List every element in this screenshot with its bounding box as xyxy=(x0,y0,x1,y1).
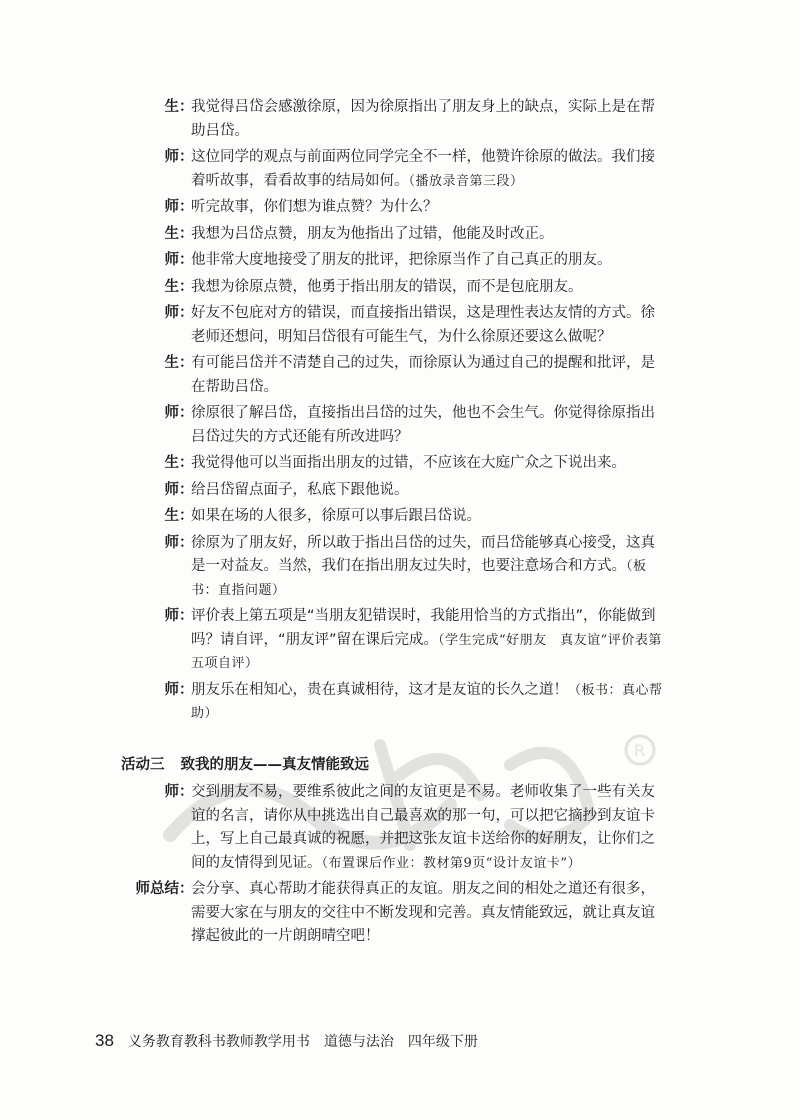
utterance-text: 交到朋友不易，要维系彼此之间的友谊更是不易。老师收集了一些有关友谊的名言，请你从中挑选出自己最喜欢的那一句，可以把它摘抄到友谊卡上，写上自己最真诚的祝愿，并把这张友谊卡送给你的好朋友，让你们之间的友情得到见证。 xyxy=(191,784,655,871)
utterance-text: 徐原为了朋友好，所以敢于指出吕岱的过失，而吕岱能够真心接受，这真是一对益友。当然，我们在指出朋友过失时，也要注意场合和方式。 xyxy=(191,534,655,574)
stage-direction: （学生完成“好朋友 真友谊”评价表第五项自评） xyxy=(191,632,662,671)
utterance xyxy=(191,479,668,503)
dialog-turn xyxy=(148,276,668,300)
svg-text:R: R xyxy=(634,741,646,760)
utterance-text: 给吕岱留点面子，私底下跟他说。 xyxy=(191,481,409,498)
dialog-turn xyxy=(148,505,668,529)
page-number: 38 xyxy=(95,1031,114,1050)
utterance-text: 我想为徐原点赞，他勇于指出朋友的错误，而不是包庇朋友。 xyxy=(191,278,583,295)
speaker-label: 师 xyxy=(164,252,179,268)
speaker-colon: ： xyxy=(179,99,194,115)
speaker-colon: ： xyxy=(179,278,194,295)
section-transcript xyxy=(135,781,668,949)
speaker-colon: ： xyxy=(179,149,194,165)
section-heading xyxy=(121,754,668,778)
dialog-turn xyxy=(148,452,668,476)
speaker-label: 师总结 xyxy=(135,881,179,897)
utterance-text: 评价表上第五项是“当朋友犯错误时，我能用恰当的方式指出”，你能做到吗？请自评，“朋友评”留在课后完成。 xyxy=(191,608,656,648)
dialog-turn xyxy=(148,96,668,143)
stage-direction: （播放录音第三段） xyxy=(408,173,524,189)
utterance xyxy=(191,196,668,220)
speaker-colon: ： xyxy=(179,881,194,897)
dialog-turn xyxy=(148,679,668,726)
utterance xyxy=(191,223,668,247)
utterance xyxy=(191,402,668,449)
utterance-text: 有可能吕岱并不清楚自己的过失，而徐原认为通过自己的提醒和批评，是在帮助吕岱。 xyxy=(191,355,655,395)
speaker-label: 师 xyxy=(164,481,179,498)
dialog-turn xyxy=(148,402,668,449)
dialog-turn xyxy=(148,196,668,220)
speaker-label: 师 xyxy=(164,608,179,624)
speaker-colon: ： xyxy=(179,784,194,800)
utterance-text: 徐原很了解吕岱，直接指出吕岱的过失，他也不会生气。你觉得徐原指出吕岱过失的方式还能有所改进吗？ xyxy=(191,405,655,445)
speaker-colon: ： xyxy=(179,681,194,698)
speaker-label: 师 xyxy=(164,405,179,421)
speaker-colon: ： xyxy=(179,355,194,371)
utterance xyxy=(191,276,668,300)
speaker-label: 生 xyxy=(164,508,179,524)
dialog-turn xyxy=(148,302,668,349)
utterance-text: 如果在场的人很多，徐原可以事后跟吕岱说。 xyxy=(191,508,481,524)
speaker-colon: ： xyxy=(179,199,194,215)
utterance-text: 听完故事，你们想为谁点赞？为什么？ xyxy=(191,199,438,215)
section-title: 致我的朋友——真友情能致远 xyxy=(180,756,369,773)
speaker-colon: ： xyxy=(179,252,194,268)
speaker-label: 生 xyxy=(164,355,179,371)
speaker-label: 师 xyxy=(164,149,179,165)
utterance xyxy=(191,679,668,726)
utterance xyxy=(191,96,668,143)
dialog-turn xyxy=(135,878,668,949)
utterance-text: 朋友乐在相知心，贵在真诚相待，这才是友谊的长久之道！ xyxy=(191,681,568,698)
speaker-label: 师 xyxy=(164,305,179,321)
speaker-label: 生 xyxy=(164,225,179,242)
utterance-text: 好友不包庇对方的错误，而直接指出错误，这是理性表达友情的方式。徐老师还想问，明知吕岱很有可能生气，为什么徐原还要这么做呢？ xyxy=(191,305,655,345)
utterance xyxy=(191,249,668,273)
grade-name: 四年级下册 xyxy=(407,1034,478,1050)
stage-direction: （板书：直指问题） xyxy=(191,559,647,598)
utterance-text: 会分享、真心帮助才能获得真正的友谊。朋友之间的相处之道还有很多，需要大家在与朋友的交往中不断发现和完善。真友情能致远，就让真友谊撑起彼此的一片朗朗晴空吧！ xyxy=(191,881,655,944)
utterance xyxy=(191,781,668,875)
speaker-colon: ： xyxy=(179,405,194,421)
stage-direction: （布置课后作业：教材第9页“设计友谊卡”） xyxy=(321,855,582,871)
utterance xyxy=(191,605,668,676)
dialog-turn xyxy=(148,781,668,875)
utterance xyxy=(191,302,668,349)
speaker-label: 生 xyxy=(164,455,179,471)
speaker-colon: ： xyxy=(179,534,194,551)
subject-name: 道德与法治 xyxy=(323,1034,394,1050)
speaker-label: 师 xyxy=(164,784,179,800)
stage-direction: （板书：真心帮助） xyxy=(191,682,663,721)
dialog-turn xyxy=(148,479,668,503)
utterance xyxy=(191,532,668,603)
speaker-label: 生 xyxy=(164,278,179,295)
utterance-text: 这位同学的观点与前面两位同学完全不一样，他赞许徐原的做法。我们接着听故事，看看故事的结局如何。 xyxy=(191,149,655,189)
speaker-colon: ： xyxy=(179,225,194,242)
utterance-text: 我想为吕岱点赞，朋友为他指出了过错，他能及时改正。 xyxy=(191,225,554,242)
dialog-turn xyxy=(148,352,668,399)
book-title: 义务教育教科书教师教学用书 xyxy=(127,1034,310,1050)
utterance xyxy=(191,878,668,949)
section-label: 活动三 xyxy=(121,756,165,773)
speaker-label: 师 xyxy=(164,199,179,215)
utterance xyxy=(191,452,668,476)
utterance-text: 我觉得他可以当面指出朋友的过错，不应该在大庭广众之下说出来。 xyxy=(191,455,626,471)
lesson-dialog xyxy=(121,96,668,952)
utterance-text: 他非常大度地接受了朋友的批评，把徐原当作了自己真正的朋友。 xyxy=(191,252,612,268)
dialog-turn xyxy=(148,223,668,247)
dialog-turn xyxy=(148,249,668,273)
dialog-turn xyxy=(148,605,668,676)
speaker-colon: ： xyxy=(179,305,194,321)
page-footer xyxy=(95,1031,478,1051)
dialog-turn xyxy=(148,146,668,193)
speaker-label: 师 xyxy=(164,534,179,551)
utterance xyxy=(191,146,668,193)
utterance xyxy=(191,352,668,399)
speaker-colon: ： xyxy=(179,608,194,624)
speaker-label: 生 xyxy=(164,99,179,115)
dialog-turn xyxy=(148,532,668,603)
dialog-transcript xyxy=(148,96,668,726)
speaker-colon: ： xyxy=(179,508,194,524)
speaker-label: 师 xyxy=(164,681,179,698)
utterance-text: 我觉得吕岱会感激徐原，因为徐原指出了朋友身上的缺点，实际上是在帮助吕岱。 xyxy=(191,99,655,139)
speaker-colon: ： xyxy=(179,481,194,498)
utterance xyxy=(191,505,668,529)
speaker-colon: ： xyxy=(179,455,194,471)
